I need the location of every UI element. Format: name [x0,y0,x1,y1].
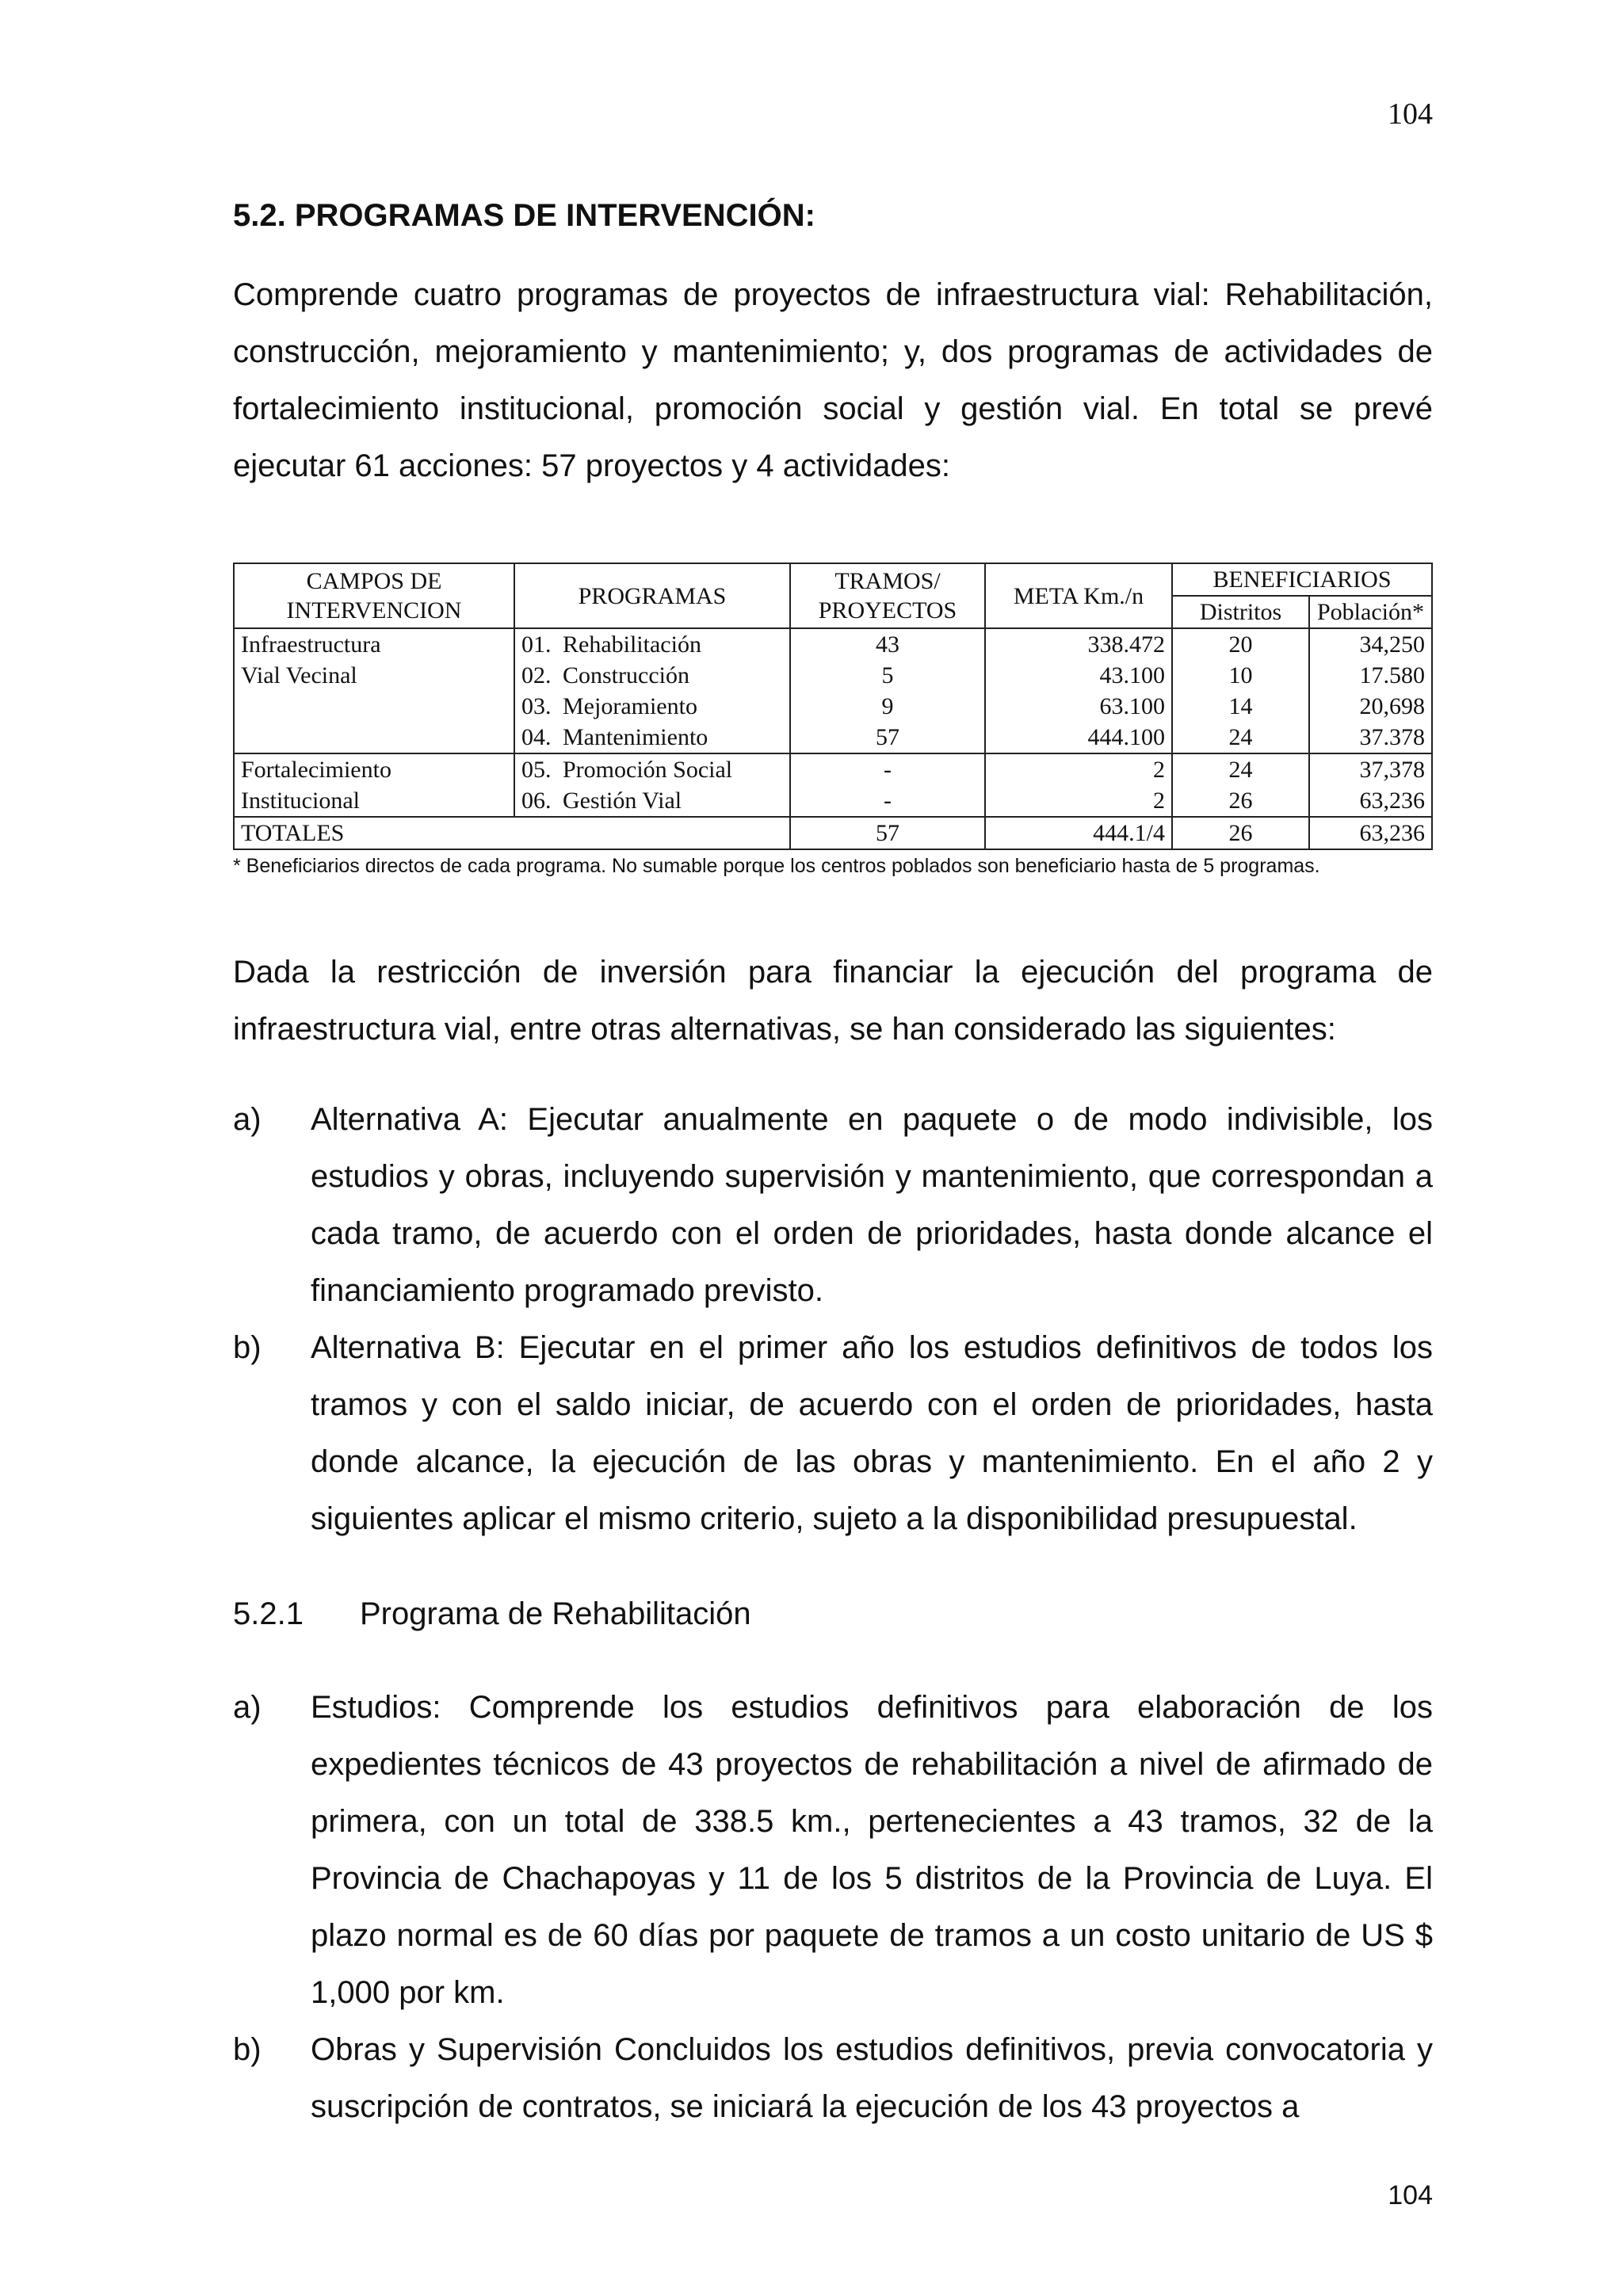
cell-campo: Vial Vecinal [234,660,514,691]
list-item [233,1679,1433,2021]
rehab-list [233,1679,1433,2135]
list-marker: b) [233,2032,262,2067]
after-table-paragraph: Dada la restricción de inversión para financiar la ejecución del programa de infraestructura vial, entre otras alternativas, se han considerado las siguientes: [233,955,1433,1047]
totals-tramos: 57 [790,817,985,849]
intro-paragraph: Comprende cuatro programas de proyectos de infraestructura vial: Rehabilitación, construcción, mejoramiento y mantenimiento; y, dos programas de actividades de fortalecimiento institucional, promoción social y gestión vial. En total se prevé ejecutar 61 acciones: 57 proyectos y 4 actividades: [233,277,1433,483]
cell-campo: Infraestructura [234,628,514,660]
cell-distritos: 26 [1172,785,1309,817]
table-row [234,691,1432,722]
cell-meta: 43.100 [985,660,1172,691]
table-row [234,753,1432,785]
cell-programa: 04. Mantenimiento [514,722,790,753]
page-number-top: 104 [1388,97,1433,131]
header-programas: PROGRAMAS [514,563,790,628]
list-item [233,2021,1433,2135]
table-footnote: * Beneficiarios directos de cada programa. No sumable porque los centros poblados son beneficiario hasta de 5 programas. [233,855,1320,877]
list-marker: a) [233,1690,262,1725]
list-item [233,1319,1433,1547]
list-text: Obras y Supervisión Concluidos los estudios definitivos, previa convocatoria y suscripción de contratos, se iniciará la ejecución de los 43 proyectos a [311,2032,1433,2124]
cell-distritos: 24 [1172,753,1309,785]
totals-poblacion: 63,236 [1309,817,1432,849]
cell-campo [234,722,514,753]
subsection-title: Programa de Rehabilitación [360,1596,751,1631]
cell-campo [234,691,514,722]
header-beneficiarios: BENEFICIARIOS [1172,563,1432,596]
totals-label: TOTALES [234,817,790,849]
cell-poblacion: 20,698 [1309,691,1432,722]
cell-meta: 338.472 [985,628,1172,660]
cell-programa: 05. Promoción Social [514,753,790,785]
cell-tramos: 9 [790,691,985,722]
programs-table [233,563,1433,850]
table-row [234,722,1432,753]
cell-poblacion: 34,250 [1309,628,1432,660]
alternatives-list [233,1091,1433,1547]
cell-campo: Institucional [234,785,514,817]
list-text: Alternativa B: Ejecutar en el primer año los estudios definitivos de todos los tramos y con el saldo iniciar, de acuerdo con el orden de prioridades, hasta donde alcance, la ejecución de las obras y mantenimiento. En el año 2 y siguientes aplicar el mismo criterio, sujeto a la disponibilidad presupuestal. [311,1330,1433,1536]
list-marker: b) [233,1330,262,1365]
table-row [234,628,1432,660]
table-row [234,785,1432,817]
list-text: Alternativa A: Ejecutar anualmente en paquete o de modo indivisible, los estudios y obras, incluyendo supervisión y mantenimiento, que correspondan a cada tramo, de acuerdo con el orden de prioridades, hasta donde alcance el financiamiento programado previsto. [311,1102,1433,1308]
cell-tramos: 5 [790,660,985,691]
header-distritos: Distritos [1172,596,1309,628]
cell-meta: 63.100 [985,691,1172,722]
totals-meta: 444.1/4 [985,817,1172,849]
header-campos: CAMPOS DE INTERVENCION [234,563,514,628]
list-text: Estudios: Comprende los estudios definitivos para elaboración de los expedientes técnicos de 43 proyectos de rehabilitación a nivel de afirmado de primera, con un total de 338.5 km., pertenecientes a 43 tramos, 32 de la Provincia de Chachapoyas y 11 de los 5 distritos de la Provincia de Luya. El plazo normal es de 60 días por paquete de tramos a un costo unitario de US $ 1,000 por km. [311,1690,1433,2010]
cell-poblacion: 17.580 [1309,660,1432,691]
list-item [233,1091,1433,1319]
cell-poblacion: 37.378 [1309,722,1432,753]
document-body [233,187,1433,2135]
cell-distritos: 14 [1172,691,1309,722]
cell-programa: 02. Construcción [514,660,790,691]
cell-poblacion: 63,236 [1309,785,1432,817]
page-number-bottom: 104 [1388,2180,1433,2210]
cell-tramos: 57 [790,722,985,753]
table-row [234,660,1432,691]
cell-tramos: 43 [790,628,985,660]
subsection-number: 5.2.1 [233,1596,304,1631]
subsection-heading [233,1585,1433,1642]
cell-tramos: - [790,753,985,785]
cell-meta: 444.100 [985,722,1172,753]
cell-programa: 06. Gestión Vial [514,785,790,817]
cell-meta: 2 [985,753,1172,785]
cell-campo: Fortalecimiento [234,753,514,785]
totals-row [234,817,1432,849]
cell-meta: 2 [985,785,1172,817]
cell-programa: 01. Rehabilitación [514,628,790,660]
section-heading: 5.2. PROGRAMAS DE INTERVENCIÓN: [233,198,815,233]
totals-distritos: 26 [1172,817,1309,849]
cell-poblacion: 37,378 [1309,753,1432,785]
header-meta: META Km./n [985,563,1172,628]
cell-tramos: - [790,785,985,817]
cell-distritos: 10 [1172,660,1309,691]
cell-distritos: 24 [1172,722,1309,753]
header-tramos: TRAMOS/ PROYECTOS [790,563,985,628]
header-poblacion: Población* [1309,596,1432,628]
list-marker: a) [233,1102,262,1137]
cell-programa: 03. Mejoramiento [514,691,790,722]
cell-distritos: 20 [1172,628,1309,660]
